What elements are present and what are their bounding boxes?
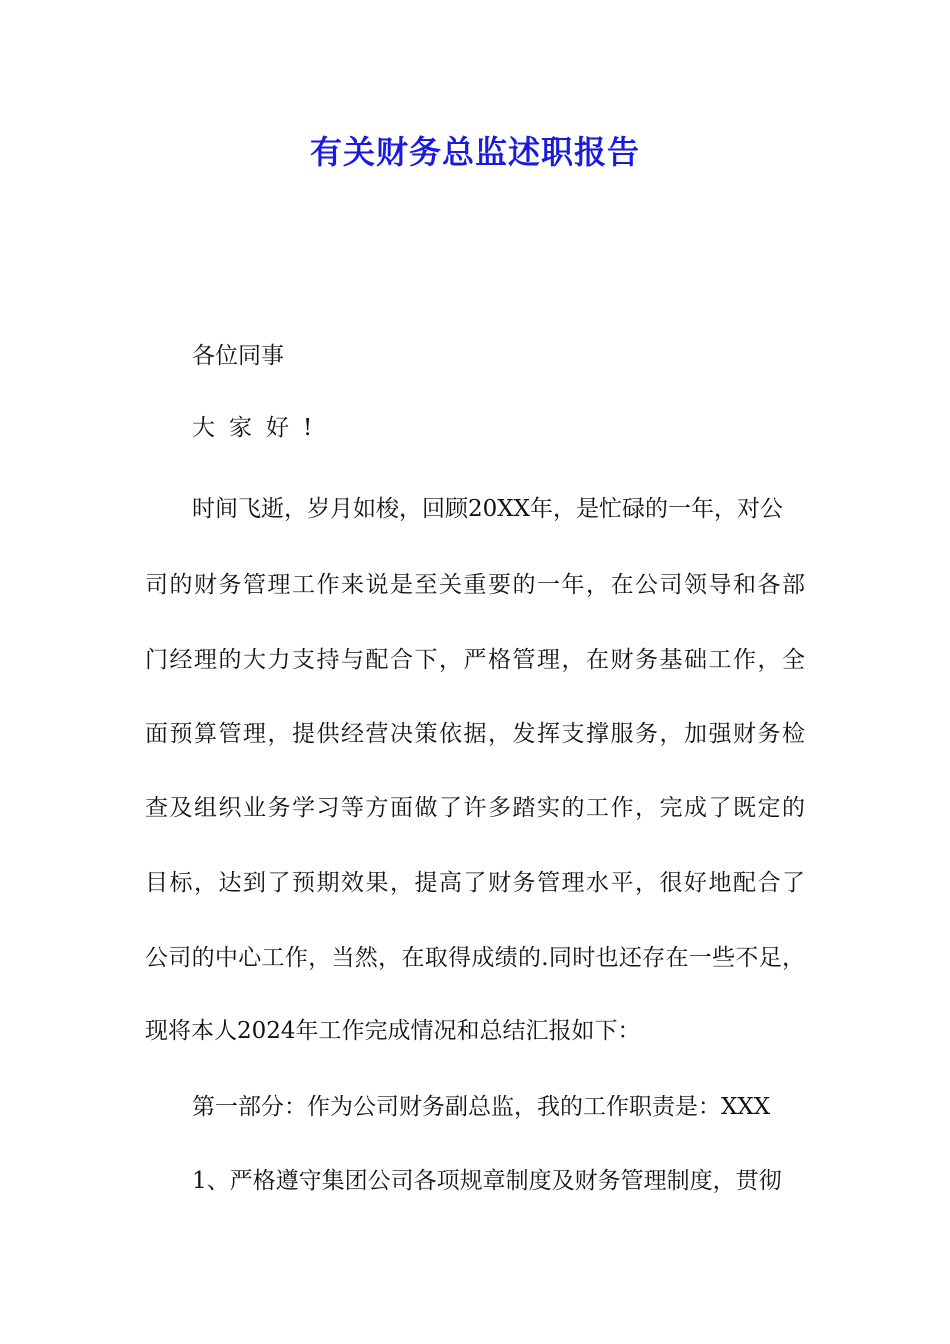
document-title: 有关财务总监述职报告 xyxy=(309,133,640,171)
salutation: 各位同事 xyxy=(192,343,284,369)
paragraph-line: 司的财务管理工作来说是至关重要的一年，在公司领导和各部 xyxy=(145,572,805,598)
paragraph-line: 现将本人2024年工作完成情况和总结汇报如下： xyxy=(145,1018,641,1044)
paragraph-line: 目标，达到了预期效果，提高了财务管理水平，很好地配合了 xyxy=(145,870,805,896)
paragraph-line: 查及组织业务学习等方面做了许多踏实的工作，完成了既定的 xyxy=(145,795,805,821)
paragraph-line: 时间飞逝，岁月如梭，回顾20XX年，是忙碌的一年，对公 xyxy=(192,496,784,522)
greeting: 大家好! xyxy=(192,415,327,441)
paragraph-line: 公司的中心工作，当然，在取得成绩的.同时也还存在一些不足， xyxy=(145,945,805,971)
paragraph-line: 门经理的大力支持与配合下，严格管理，在财务基础工作，全 xyxy=(145,647,805,673)
list-item: 1、严格遵守集团公司各项规章制度及财务管理制度，贯彻 xyxy=(192,1168,782,1194)
paragraph-line: 面预算管理，提供经营决策依据，发挥支撑服务，加强财务检 xyxy=(145,721,805,747)
section-heading: 第一部分：作为公司财务副总监，我的工作职责是：XXX xyxy=(192,1094,771,1120)
